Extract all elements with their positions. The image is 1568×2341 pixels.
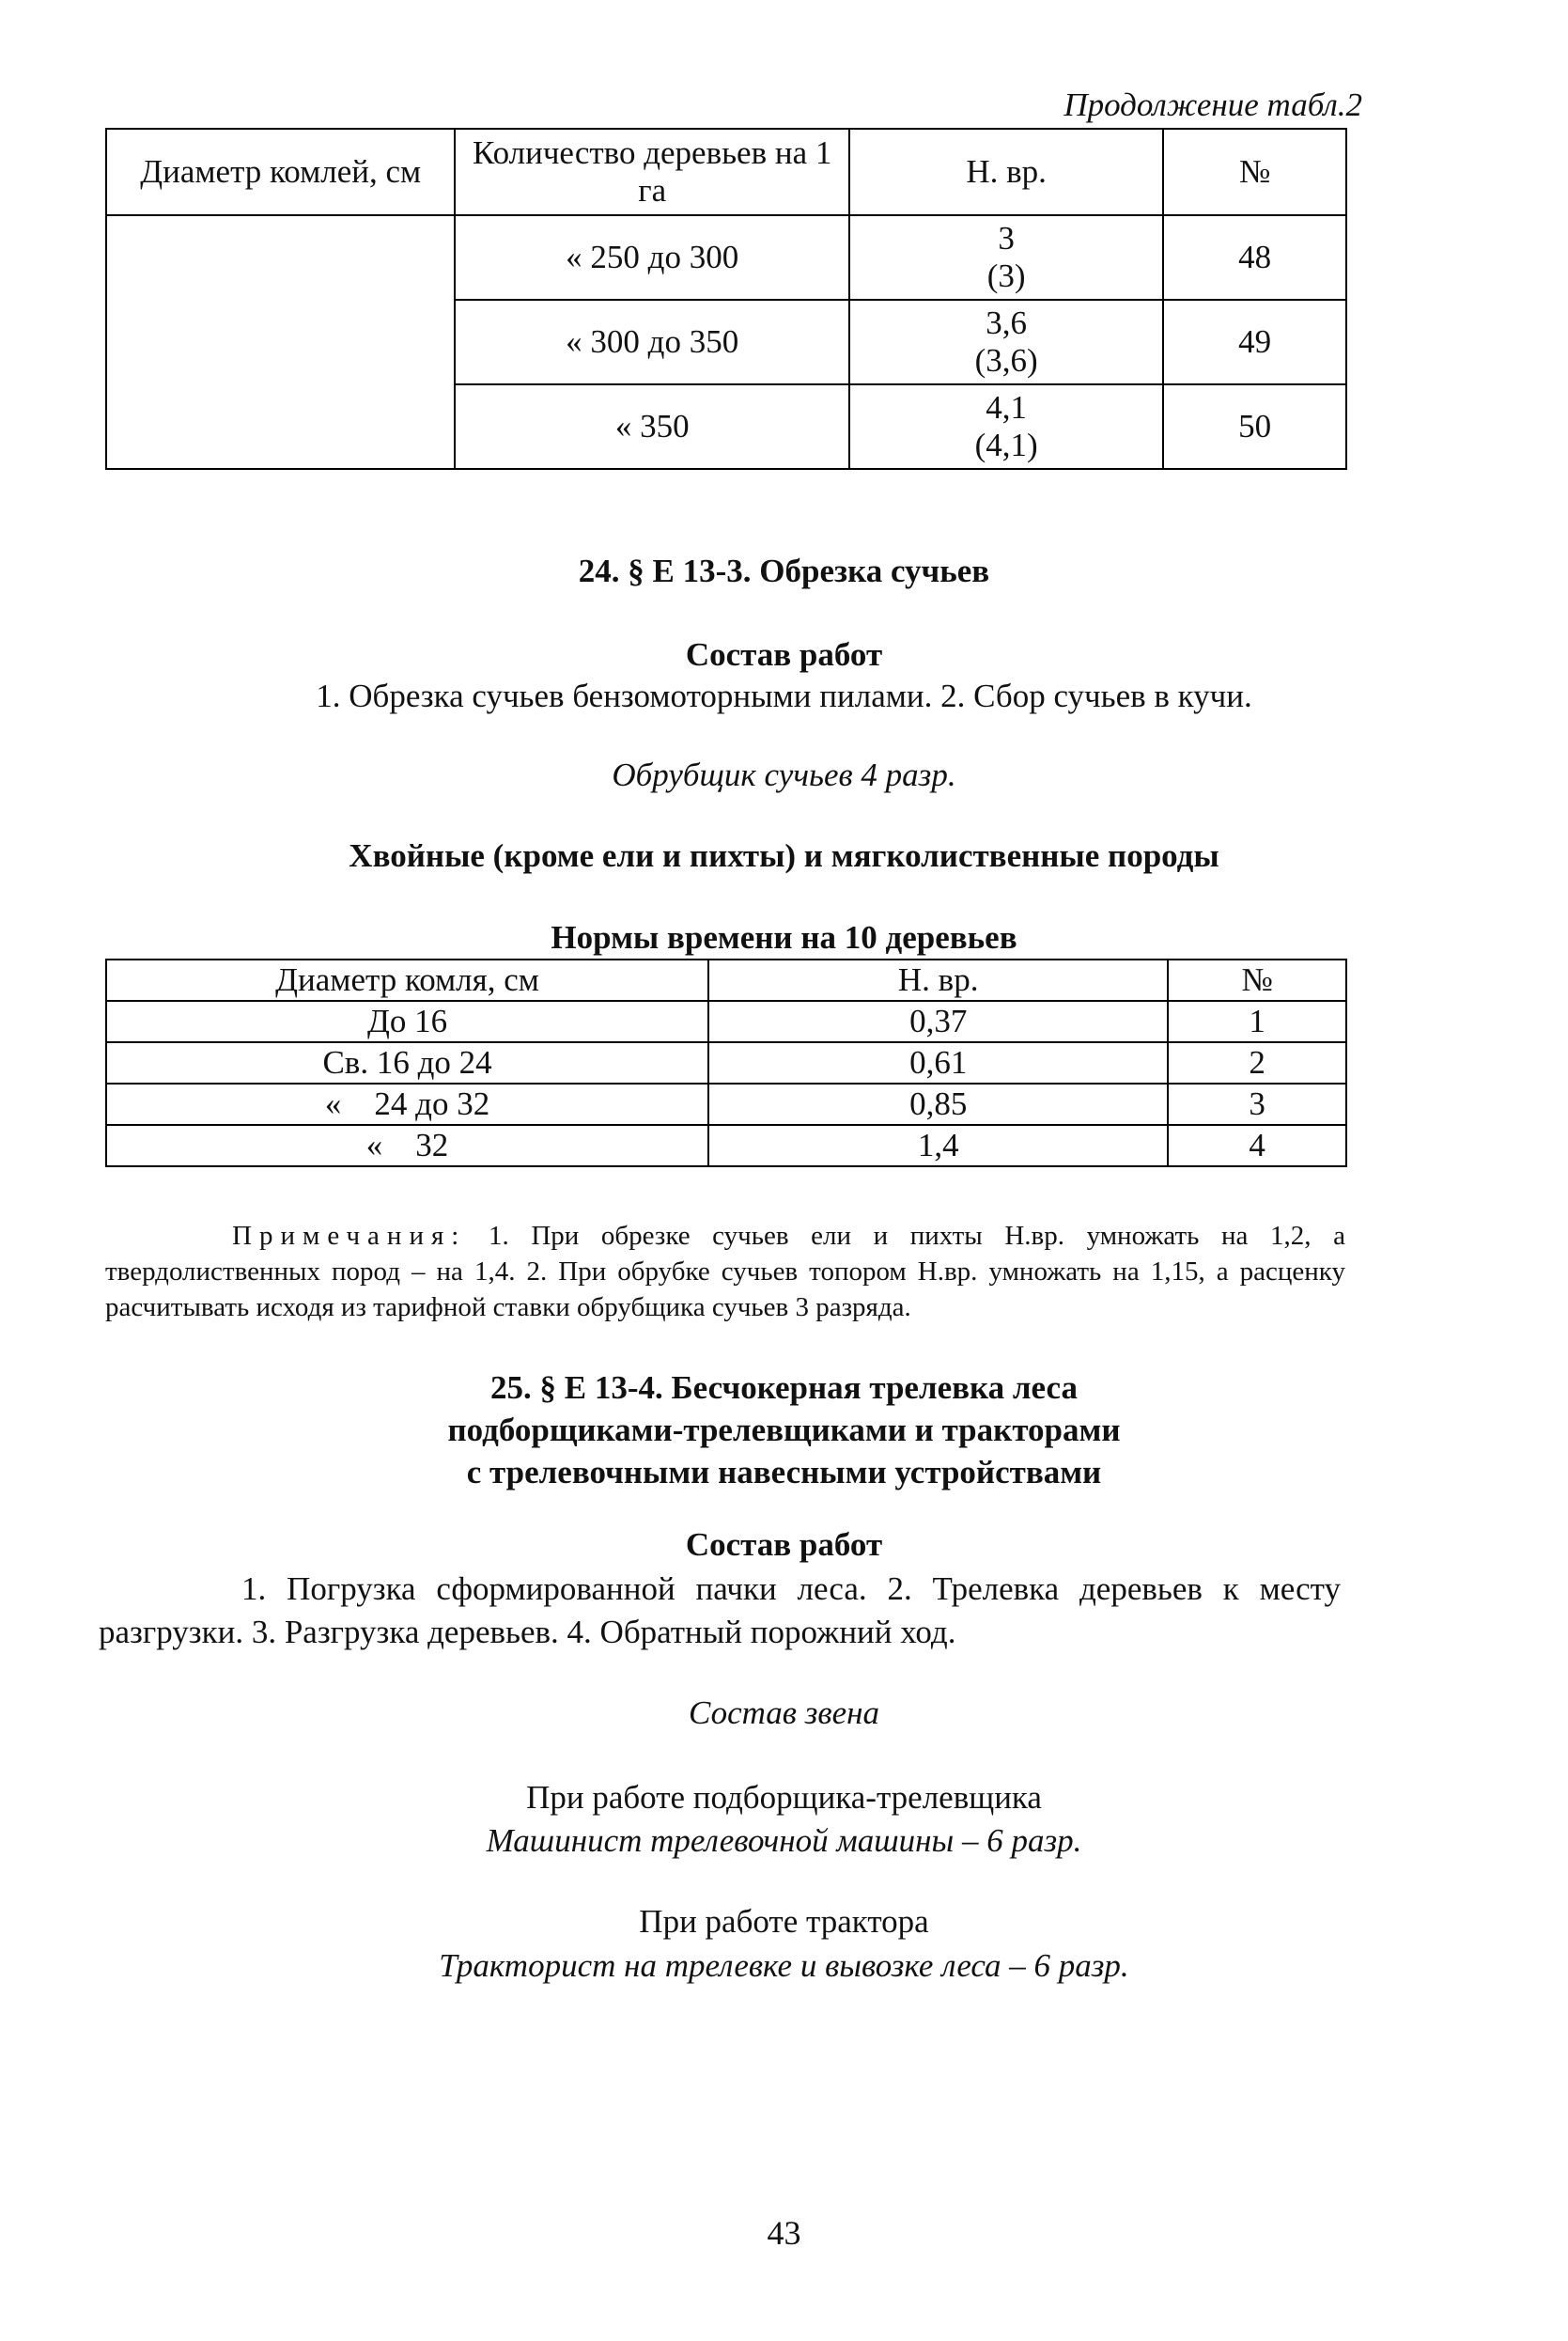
crew-worker: Машинист трелевочной машины – 6 разр. — [486, 1822, 1082, 1859]
section-24-species-heading: Хвойные (кроме ели и пихты) и мягколиственные породы — [349, 837, 1219, 874]
section-25-work-text: 1. Погрузка сформированной пачки леса. 2. Трелевка деревьев к месту разгрузки. 3. Разгрузка деревьев. 4. Обратный порожний ход. — [99, 1570, 1341, 1650]
crew-condition: При работе трактора — [639, 1903, 929, 1940]
table-header-row — [106, 129, 1346, 215]
continuation-label: Продолжение табл.2 — [1063, 86, 1362, 123]
table-cell: До 16 — [106, 1001, 708, 1042]
notes-block — [105, 1218, 1345, 1325]
column-header: Количество деревьев на 1 га — [455, 129, 848, 215]
section-25-title: 25. § Е 13-4. Бесчокерная трелевка леса подборщиками-трелевщиками и тракторами с трелевочными навесными устройствами — [447, 1369, 1121, 1490]
section-25-work-heading: Состав работ — [685, 1526, 883, 1563]
column-header: Н. вр. — [708, 960, 1168, 1001]
empty-cell — [106, 215, 455, 469]
table-cell: 50 — [1163, 384, 1346, 469]
norms-table — [105, 959, 1347, 1167]
table-cell: 2 — [1168, 1042, 1346, 1084]
table-cell: 1 — [1168, 1001, 1346, 1042]
section-24-work-text: 1. Обрезка сучьев бензомоторными пилами. 2. Сбор сучьев в кучи. — [316, 678, 1252, 714]
table-cell: 49 — [1163, 300, 1346, 384]
table-cell: 4 — [1168, 1125, 1346, 1166]
table-cell: « 24 до 32 — [106, 1084, 708, 1125]
table-row — [106, 1001, 1346, 1042]
section-24-worker: Обрубщик сучьев 4 разр. — [612, 757, 956, 793]
column-header: № — [1168, 960, 1346, 1001]
table-cell: « 300 до 350 — [455, 300, 848, 384]
section-24-norms-heading: Нормы времени на 10 деревьев — [551, 919, 1017, 956]
column-header: № — [1163, 129, 1346, 215]
section-24-work-heading: Состав работ — [685, 636, 883, 673]
table-cell: 4,1 (4,1) — [849, 384, 1163, 469]
table-cell: 1,4 — [708, 1125, 1168, 1166]
table-cell: 3 — [1168, 1084, 1346, 1125]
table-cell: « 350 — [455, 384, 848, 469]
column-header: Диаметр комля, см — [106, 960, 708, 1001]
page-number: 43 — [767, 2214, 801, 2252]
table-row — [106, 1125, 1346, 1166]
table-cell: 0,37 — [708, 1001, 1168, 1042]
notes-text: 1. При обрезке сучьев ели и пихты Н.вр. умножать на 1,2, а твердолиственных пород – на 1,4. 2. При обрубке сучьев топором Н.вр. умножать на 1,15, а расценку расчитывать исходя из тарифной ставки обрубщика сучьев 3 разряда. — [105, 1221, 1345, 1322]
table-cell: « 32 — [106, 1125, 708, 1166]
table-cell: 48 — [1163, 215, 1346, 300]
table-cell: 0,85 — [708, 1084, 1168, 1125]
table-row — [106, 1042, 1346, 1084]
crew-condition: При работе подборщика-трелевщика — [526, 1779, 1042, 1816]
table-cell: 0,61 — [708, 1042, 1168, 1084]
crew-worker: Тракторист на трелевке и вывозке леса – 6 разр. — [439, 1947, 1129, 1984]
column-header: Диаметр комлей, см — [106, 129, 455, 215]
table-header-row — [106, 960, 1346, 1001]
continuation-table — [105, 128, 1347, 470]
table-row — [106, 1084, 1346, 1125]
table-cell: « 250 до 300 — [455, 215, 848, 300]
column-header: Н. вр. — [849, 129, 1163, 215]
section-24-title: 24. § Е 13-3. Обрезка сучьев — [578, 553, 990, 589]
notes-label: Примечания: — [232, 1221, 467, 1251]
table-cell: Св. 16 до 24 — [106, 1042, 708, 1084]
section-25-crew-heading: Состав звена — [688, 1694, 879, 1731]
table-cell: 3,6 (3,6) — [849, 300, 1163, 384]
table-row — [106, 215, 1346, 300]
table-cell: 3 (3) — [849, 215, 1163, 300]
